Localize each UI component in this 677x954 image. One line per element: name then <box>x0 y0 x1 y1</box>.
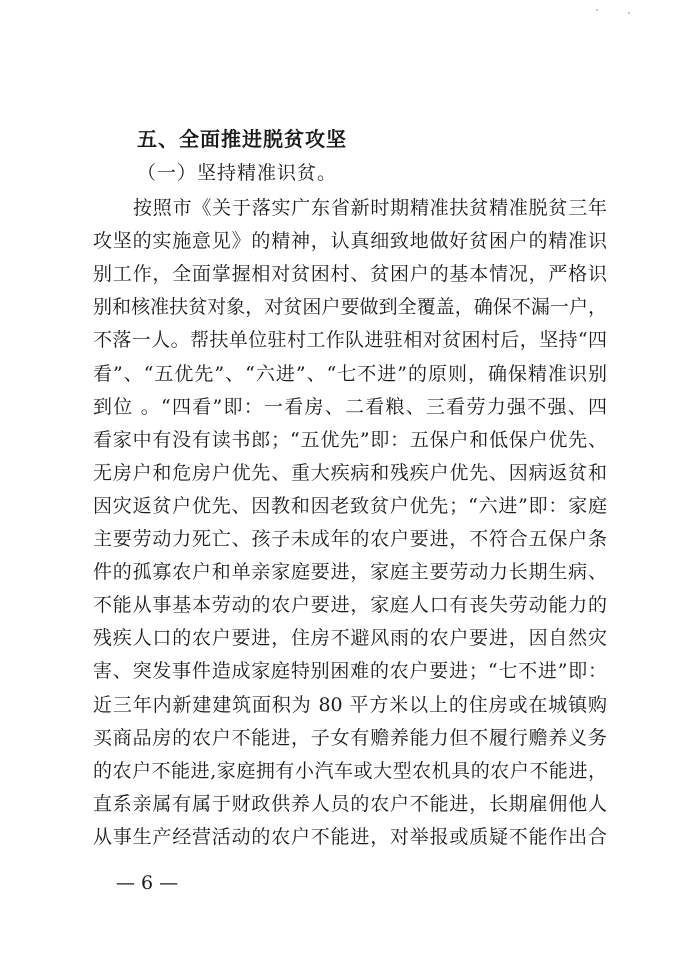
paragraph-line: 不能从事基本劳动的农户要进，家庭人口有丧失劳动能力的 <box>93 594 607 617</box>
section-heading: 五、全面推进脱贫攻坚 <box>137 127 347 151</box>
page-number: — 6 — <box>116 872 179 894</box>
paragraph-line: 从事生产经营活动的农户不能进，对举报或质疑不能作出合 <box>93 825 607 848</box>
paragraph-line: 近三年内新建建筑面积为 80 平方米以上的住房或在城镇购 <box>93 693 607 716</box>
paragraph-line: 看”、“五优先”、“六进”、“七不进”的原则，确保精准识别 <box>93 362 607 385</box>
paragraph-line: 别工作，全面掌握相对贫困村、贫困户的基本情况，严格识 <box>93 263 607 286</box>
paragraph-line: 看家中有没有读书郎；“五优先”即：五保户和低保户优先、 <box>93 428 607 451</box>
paragraph-line: 别和核准扶贫对象，对贫困户要做到全覆盖，确保不漏一户， <box>93 296 607 319</box>
scan-speck <box>596 9 598 11</box>
paragraph-line: 买商品房的农户不能进，子女有赡养能力但不履行赡养义务 <box>93 726 607 749</box>
paragraph-line: 件的孤寡农户和单亲家庭要进，家庭主要劳动力长期生病、 <box>93 561 607 584</box>
paragraph-line: 残疾人口的农户要进，住房不避风雨的农户要进，因自然灾 <box>93 627 607 650</box>
paragraph-line: 按照市《关于落实广东省新时期精准扶贫精准脱贫三年 <box>133 197 607 219</box>
paragraph-line: 的农户不能进,家庭拥有小汽车或大型农机具的农户不能进， <box>93 759 607 782</box>
paragraph-line: 不落一人。帮扶单位驻村工作队进驻相对贫困村后，坚持“四 <box>93 329 607 352</box>
paragraph-line: 直系亲属有属于财政供养人员的农户不能进，长期雇佣他人 <box>93 792 607 815</box>
subsection-heading: （一）坚持精准识贫。 <box>137 162 338 184</box>
paragraph-line: 攻坚的实施意见》的精神，认真细致地做好贫困户的精准识 <box>93 230 607 253</box>
paragraph-line: 无房户和危房户优先、重大疾病和残疾户优先、因病返贫和 <box>93 461 607 484</box>
paragraph-line: 到位 。“四看”即：一看房、二看粮、三看劳力强不强、四 <box>93 395 607 418</box>
paragraph-line: 因灾返贫户优先、因教和因老致贫户优先；“六进”即：家庭 <box>93 494 607 517</box>
paragraph-line: 主要劳动力死亡、孩子未成年的农户要进，不符合五保户条 <box>93 528 607 550</box>
paragraph-line: 害、突发事件造成家庭特别困难的农户要进；“七不进”即： <box>93 660 607 683</box>
scan-speck <box>628 12 630 14</box>
